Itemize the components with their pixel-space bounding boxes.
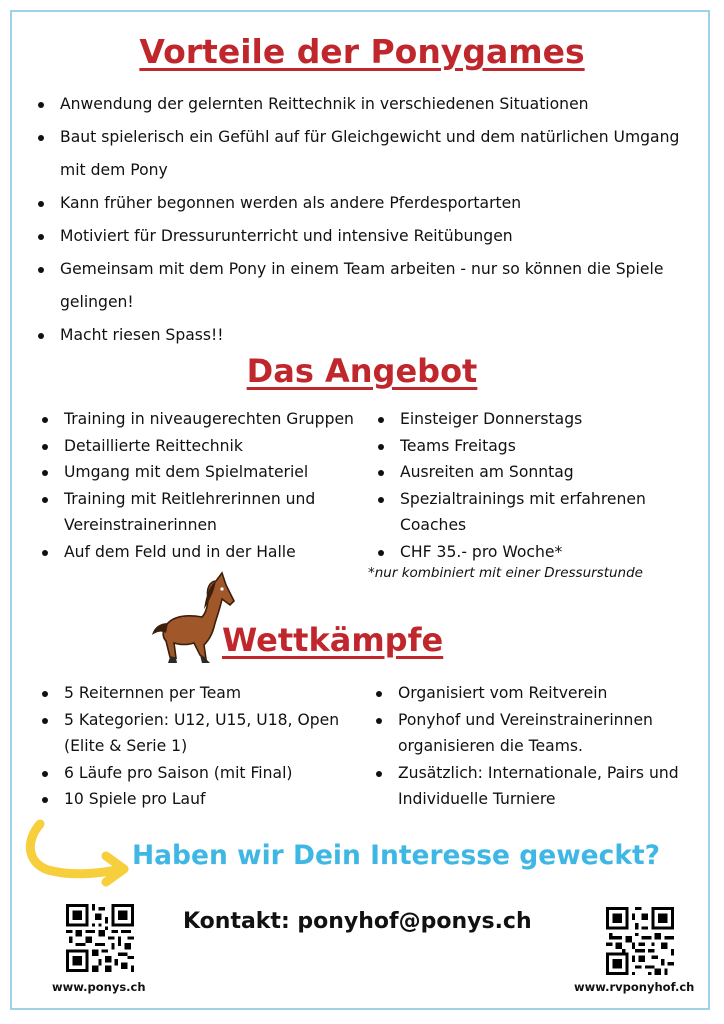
list-item: CHF 35.- pro Woche*: [374, 539, 690, 566]
list-item: Motiviert für Dressurunterricht und intensive Reitübungen: [34, 220, 702, 253]
offer-title: Das Angebot: [246, 352, 478, 390]
list-item: Training in niveaugerechten Gruppen: [38, 406, 380, 433]
advantages-list: [34, 88, 702, 352]
advantages-title: Vorteile der Ponygames: [139, 32, 585, 71]
contact-email[interactable]: Kontakt: ponyhof@ponys.ch: [183, 909, 532, 934]
list-item: Organisiert vom Reitverein: [372, 680, 702, 707]
club-website-link[interactable]: www.rvponyhof.ch: [574, 980, 695, 994]
offer-list-right: [374, 406, 690, 565]
list-item: Ponyhof und Vereinstrainerinnen organisieren die Teams.: [372, 707, 702, 760]
website-link[interactable]: www.ponys.ch: [52, 980, 146, 994]
list-item: Zusätzlich: Internationale, Pairs und Individuelle Turniere: [372, 760, 702, 813]
list-item: Teams Freitags: [374, 433, 690, 460]
list-item: Training mit Reitlehrerinnen und Vereinstrainerinnen: [38, 486, 380, 539]
competitions-list-right: [372, 680, 702, 813]
price-footnote: *nur kombiniert mit einer Dressurstunde: [368, 565, 643, 581]
list-item: 10 Spiele pro Lauf: [38, 786, 358, 813]
interest-headline: Haben wir Dein Interesse geweckt?: [132, 840, 661, 871]
list-item: Kann früher begonnen werden als andere Pferdesportarten: [34, 187, 702, 220]
competitions-title: Wettkämpfe: [222, 621, 444, 659]
list-item: Einsteiger Donnerstags: [374, 406, 690, 433]
list-item: 5 Reiternnen per Team: [38, 680, 358, 707]
list-item: Ausreiten am Sonntag: [374, 459, 690, 486]
list-item: 6 Läufe pro Saison (mit Final): [38, 760, 358, 787]
list-item: Spezialtrainings mit erfahrenen Coaches: [374, 486, 690, 539]
qr-code-icon: [66, 904, 134, 972]
list-item: Auf dem Feld und in der Halle: [38, 539, 380, 566]
list-item: Anwendung der gelernten Reittechnik in verschiedenen Situationen: [34, 88, 702, 121]
list-item: Gemeinsam mit dem Pony in einem Team arbeiten - nur so können die Spiele gelingen!: [34, 253, 702, 319]
list-item: Umgang mit dem Spielmateriel: [38, 459, 380, 486]
list-item: Macht riesen Spass!!: [34, 319, 702, 352]
curved-arrow-icon: [18, 818, 130, 888]
list-item: Baut spielerisch ein Gefühl auf für Gleichgewicht und dem natürlichen Umgang mit dem Pony: [34, 121, 702, 187]
qr-code-icon: [606, 907, 674, 975]
offer-list-left: [38, 406, 380, 565]
list-item: 5 Kategorien: U12, U15, U18, Open (Elite & Serie 1): [38, 707, 358, 760]
competitions-list-left: [38, 680, 358, 813]
list-item: Detaillierte Reittechnik: [38, 433, 380, 460]
